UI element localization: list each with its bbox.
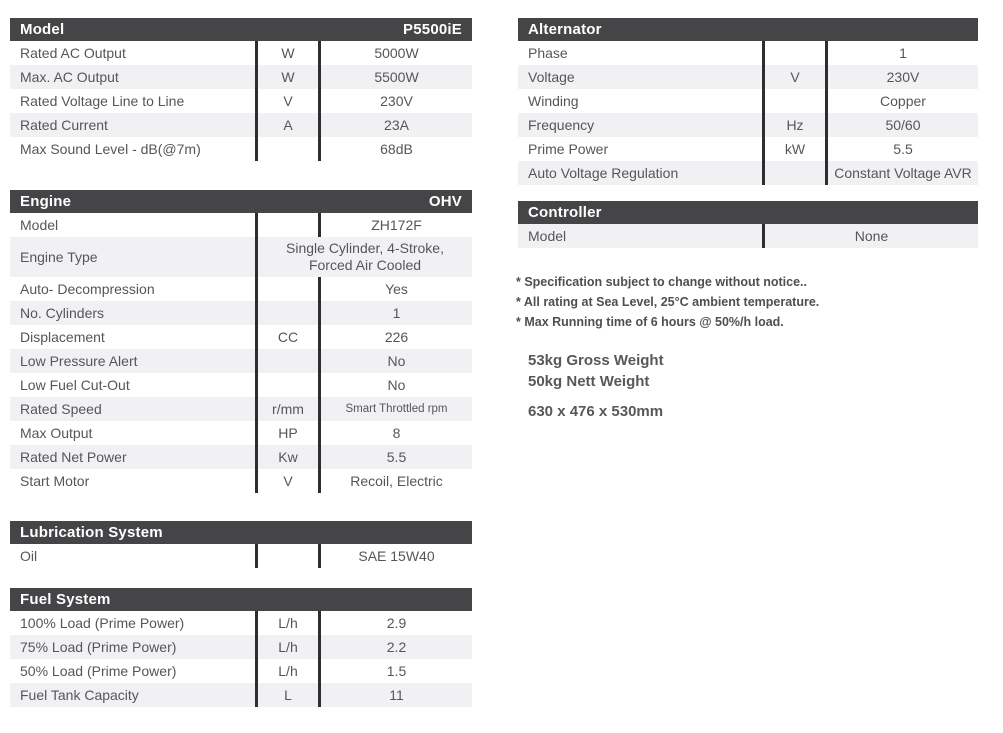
- table-row: [518, 161, 978, 185]
- footnote-rating: * All rating at Sea Level, 25°C ambient temperature.: [516, 295, 820, 309]
- row-unit: CC: [255, 325, 318, 349]
- row-label: Model: [20, 217, 59, 233]
- dimensions: 630 x 476 x 530mm: [528, 403, 664, 420]
- row-value: None: [762, 224, 978, 248]
- row-unit: L/h: [255, 611, 318, 635]
- row-label: Max. AC Output: [20, 69, 119, 85]
- nett-weight: 50kg Nett Weight: [528, 373, 650, 390]
- row-label: 50% Load (Prime Power): [20, 663, 177, 679]
- section-title: Alternator: [528, 21, 602, 38]
- row-unit: [255, 277, 318, 301]
- table-row: [10, 469, 472, 493]
- row-value: Yes: [318, 277, 472, 301]
- row-value: 230V: [318, 89, 472, 113]
- row-label: No. Cylinders: [20, 305, 105, 321]
- section-title: Fuel System: [20, 591, 111, 608]
- footnote-runtime: * Max Running time of 6 hours @ 50%/h load.: [516, 315, 784, 329]
- footnote-specification: * Specification subject to change without notice..: [516, 275, 808, 289]
- row-value: Constant Voltage AVR: [825, 161, 978, 185]
- section-title: Engine: [20, 193, 72, 210]
- table-row: [10, 397, 472, 421]
- row-label: Phase: [528, 45, 568, 61]
- row-unit: [762, 89, 825, 113]
- lubrication-table: [10, 521, 472, 568]
- row-label: Oil: [20, 548, 38, 564]
- row-label: Frequency: [528, 117, 595, 133]
- row-label: 100% Load (Prime Power): [20, 615, 185, 631]
- row-unit: HP: [255, 421, 318, 445]
- row-value: 226: [318, 325, 472, 349]
- row-value: 11: [318, 683, 472, 707]
- table-row: [10, 544, 472, 568]
- row-label: Start Motor: [20, 473, 90, 489]
- table-row: [10, 445, 472, 469]
- table-row: [518, 137, 978, 161]
- row-label: Max Output: [20, 425, 93, 441]
- row-value: 230V: [825, 65, 978, 89]
- gross-weight: 53kg Gross Weight: [528, 352, 664, 369]
- table-row: [518, 89, 978, 113]
- row-value: ZH172F: [318, 213, 472, 237]
- row-value: Single Cylinder, 4-Stroke, Forced Air Cooled: [255, 237, 472, 277]
- row-value: SAE 15W40: [318, 544, 472, 568]
- row-unit: [255, 213, 318, 237]
- section-title: Controller: [528, 204, 602, 221]
- row-label: Displacement: [20, 329, 105, 345]
- table-row: [10, 635, 472, 659]
- row-value: 1: [318, 301, 472, 325]
- engine-table-header: [10, 190, 472, 213]
- fuel-system-table-header: [10, 588, 472, 611]
- row-value: 2.9: [318, 611, 472, 635]
- row-value: 8: [318, 421, 472, 445]
- row-value: 1: [825, 41, 978, 65]
- table-row: [10, 683, 472, 707]
- engine-badge: OHV: [428, 193, 462, 210]
- row-label: Voltage: [528, 69, 575, 85]
- controller-table: [518, 201, 978, 248]
- alternator-table-header: [518, 18, 978, 41]
- row-unit: [255, 137, 318, 161]
- row-unit: V: [255, 89, 318, 113]
- table-row: [10, 41, 472, 65]
- table-row: [10, 137, 472, 161]
- row-unit: V: [255, 469, 318, 493]
- row-value: Smart Throttled rpm: [318, 397, 472, 421]
- table-row: [10, 421, 472, 445]
- row-label: Rated Net Power: [20, 449, 127, 465]
- fuel-system-table: [10, 588, 472, 707]
- row-label: Fuel Tank Capacity: [20, 687, 139, 703]
- row-unit: Kw: [255, 445, 318, 469]
- row-value: No: [318, 373, 472, 397]
- table-row: [518, 224, 978, 248]
- row-label: Rated Speed: [20, 401, 102, 417]
- model-table-header: [10, 18, 472, 41]
- row-value: 68dB: [318, 137, 472, 161]
- table-row: [518, 41, 978, 65]
- row-unit: W: [255, 65, 318, 89]
- row-unit: [255, 301, 318, 325]
- table-row: [518, 113, 978, 137]
- row-unit: r/mm: [255, 397, 318, 421]
- row-value: 5000W: [318, 41, 472, 65]
- weight-info: [528, 350, 664, 392]
- row-label: Auto Voltage Regulation: [528, 165, 679, 181]
- controller-table-header: [518, 201, 978, 224]
- row-unit: V: [762, 65, 825, 89]
- row-label: Engine Type: [20, 249, 98, 265]
- footnotes: [516, 272, 819, 332]
- row-unit: [255, 349, 318, 373]
- row-unit: L: [255, 683, 318, 707]
- row-label: Low Pressure Alert: [20, 353, 138, 369]
- table-row: [10, 611, 472, 635]
- row-label: Auto- Decompression: [20, 281, 155, 297]
- table-row: [518, 65, 978, 89]
- row-unit: [255, 373, 318, 397]
- table-row: [10, 65, 472, 89]
- row-unit: L/h: [255, 659, 318, 683]
- row-label: 75% Load (Prime Power): [20, 639, 177, 655]
- row-label: Rated Voltage Line to Line: [20, 93, 185, 109]
- table-row: [10, 213, 472, 237]
- row-unit: A: [255, 113, 318, 137]
- table-row: [10, 373, 472, 397]
- table-row: [10, 89, 472, 113]
- row-unit: [762, 41, 825, 65]
- row-value: 5500W: [318, 65, 472, 89]
- alternator-table: [518, 18, 978, 185]
- table-row: [10, 349, 472, 373]
- row-unit: W: [255, 41, 318, 65]
- row-label: Low Fuel Cut-Out: [20, 377, 130, 393]
- section-title: Lubrication System: [20, 524, 163, 541]
- row-value: 2.2: [318, 635, 472, 659]
- row-value: 50/60: [825, 113, 978, 137]
- section-title: Model: [20, 21, 65, 38]
- row-label: Prime Power: [528, 141, 609, 157]
- table-row: [10, 301, 472, 325]
- row-label: Rated Current: [20, 117, 108, 133]
- row-value: 23A: [318, 113, 472, 137]
- row-value: 5.5: [318, 445, 472, 469]
- row-unit: kW: [762, 137, 825, 161]
- row-label: Winding: [528, 93, 579, 109]
- row-unit: L/h: [255, 635, 318, 659]
- row-value: Copper: [825, 89, 978, 113]
- row-label: Model: [528, 228, 567, 244]
- row-unit: [762, 161, 825, 185]
- row-unit: Hz: [762, 113, 825, 137]
- row-value: 1.5: [318, 659, 472, 683]
- row-value: No: [318, 349, 472, 373]
- table-row: [10, 659, 472, 683]
- row-unit: [255, 544, 318, 568]
- row-value: Recoil, Electric: [318, 469, 472, 493]
- row-label: Rated AC Output: [20, 45, 126, 61]
- row-label: Max Sound Level - dB(@7m): [20, 141, 201, 157]
- engine-table: [10, 190, 472, 493]
- row-value: 5.5: [825, 137, 978, 161]
- lubrication-table-header: [10, 521, 472, 544]
- table-row: [10, 237, 472, 277]
- table-row: [10, 113, 472, 137]
- table-row: [10, 277, 472, 301]
- table-row: [10, 325, 472, 349]
- model-table: [10, 18, 472, 161]
- model-badge: P5500iE: [403, 21, 462, 38]
